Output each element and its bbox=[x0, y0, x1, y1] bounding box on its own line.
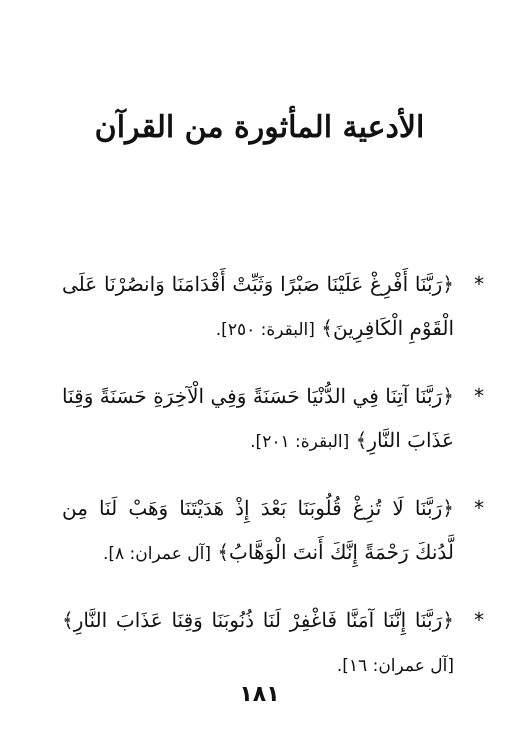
bullet-icon: * bbox=[474, 496, 484, 520]
dua-reference: [آل عمران: ١٦]. bbox=[336, 656, 454, 676]
dua-item bbox=[62, 486, 484, 576]
dua-text: ﴿رَبَّنَا أَفْرِغْ عَلَيْنَا صَبْرًا وَثَبِّتْ أَقْدَامَنَا وَانصُرْنَا عَلَى الْقَوْمِ الْكَافِرِينَ﴾ bbox=[62, 272, 454, 340]
dua-item bbox=[62, 262, 484, 352]
page-title: الأدعية المأثورة من القرآن bbox=[94, 110, 425, 145]
dua-text: ﴿رَبَّنَا إِنَّنَا آمَنَّا فَاغْفِرْ لَنَا ذُنُوبَنَا وَقِنَا عَذَابَ النَّارِ﴾ bbox=[62, 608, 454, 632]
dua-reference: [البقرة: ٢٠١]. bbox=[250, 432, 350, 452]
bullet-icon: * bbox=[474, 272, 484, 296]
bullet-icon: * bbox=[474, 384, 484, 408]
dua-text: ﴿رَبَّنَا آتِنَا فِي الدُّنْيَا حَسَنَةً وَفِي الْآخِرَةِ حَسَنَةً وَقِنَا عَذَابَ النَّارِ﴾ bbox=[62, 384, 454, 452]
dua-item bbox=[62, 598, 484, 688]
dua-item bbox=[62, 374, 484, 464]
dua-text: ﴿رَبَّنَا لَا تُزِغْ قُلُوبَنَا بَعْدَ إِذْ هَدَيْتَنَا وَهَبْ لَنَا مِن لَّدُنكَ رَحْمَةً إِنَّكَ أَنتَ الْوَهَّابُ﴾ bbox=[62, 496, 454, 564]
dua-reference: [آل عمران: ٨]. bbox=[102, 544, 211, 564]
dua-reference: [البقرة: ٢٥٠]. bbox=[215, 320, 315, 340]
page-number: ١٨١ bbox=[239, 682, 280, 707]
bullet-icon: * bbox=[474, 608, 484, 632]
dua-list bbox=[62, 262, 484, 710]
